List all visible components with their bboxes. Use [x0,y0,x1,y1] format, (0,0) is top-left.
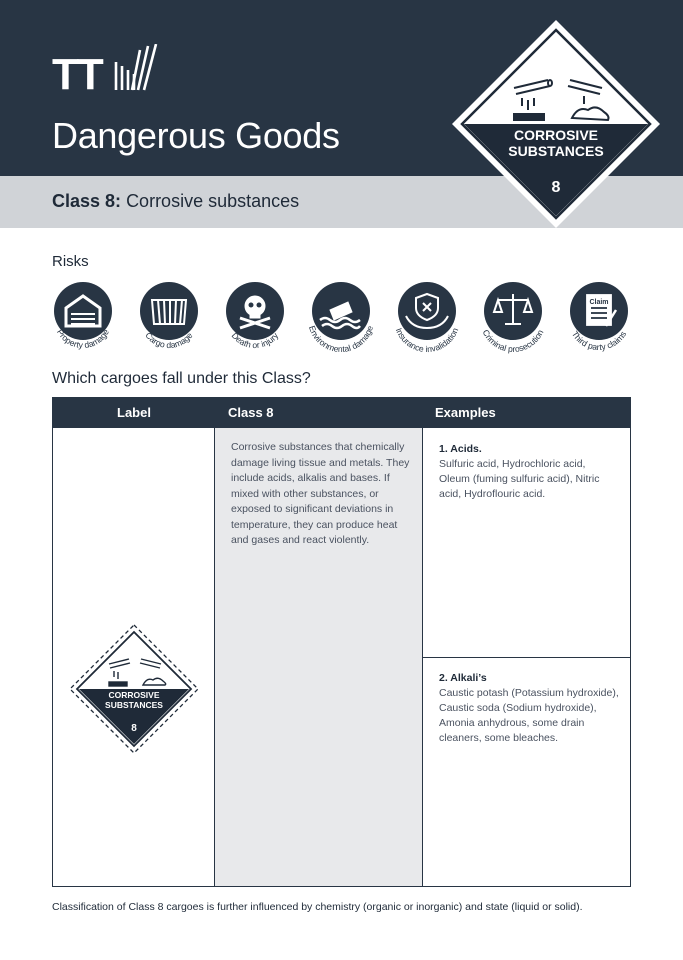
table-header-row [53,398,630,428]
class-subtitle [52,191,299,212]
examples-divider [423,657,630,658]
corrosive-placard-small [69,624,199,754]
svg-text:8: 8 [131,723,137,734]
risks-heading: Risks [52,253,89,270]
tt-logo [52,44,162,94]
svg-text:TT: TT [52,50,102,94]
example-text: Sulfuric acid, Hydrochloric acid, Oleum (fuming sulfuric acid), Nitric acid, Hydroflouric acid. [439,458,600,500]
label-cell [53,428,215,886]
svg-text:SUBSTANCES: SUBSTANCES [105,700,163,710]
cargo-question: Which cargoes fall under this Class? [52,370,311,387]
examples-cell [423,428,630,886]
risk-criminal-prosecution [474,280,552,358]
class-prefix: Class 8: [52,191,122,211]
risk-cargo-damage [130,280,208,358]
svg-text:Property damage: Property damage [54,327,112,351]
risk-third-party-claims [560,280,638,358]
svg-text:Cargo damage: Cargo damage [143,330,195,351]
example-text: Caustic potash (Potassium hydroxide), Caustic soda (Sodium hydroxide), Amonia anhydrous, some drain cleaners, some bleaches. [439,687,619,744]
svg-text:Claim: Claim [589,299,609,306]
svg-text:CORROSIVE: CORROSIVE [108,690,160,700]
page-title: Dangerous Goods [52,115,340,156]
example-title: 1. Acids. [439,443,482,455]
svg-text:8: 8 [551,179,561,196]
svg-text:Environmental damage: Environmental damage [306,324,376,355]
svg-text:Insurance invalidation: Insurance invalidation [393,326,461,355]
example-alkalis [439,671,619,746]
svg-text:CORROSIVE: CORROSIVE [513,127,599,143]
class-description: Corrosive substances that chemically damage living tissue and metals. They include acids, alkalis and bases. If mixed with other substances, or exposed to significant deviations in temperature, they can produce heat and gases and react violently. [231,441,410,546]
svg-text:SUBSTANCES: SUBSTANCES [508,143,604,159]
class-description-cell [215,428,423,886]
header-class: Class 8 [228,405,274,420]
example-acids [439,442,619,502]
svg-text:Third party claims: Third party claims [569,329,629,353]
class-table [52,397,631,887]
corrosive-placard-large [452,20,660,228]
class-name: Corrosive substances [126,191,300,211]
risk-death-or-injury [216,280,294,358]
svg-text:Criminal prosecution: Criminal prosecution [480,327,546,355]
risk-property-damage [44,280,122,358]
classification-footnote: Classification of Class 8 cargoes is further influenced by chemistry (organic or inorganic) and state (liquid or solid). [52,901,583,913]
svg-text:Death or injury: Death or injury [229,330,281,351]
risk-insurance-invalidation [388,280,466,358]
header-examples: Examples [435,405,496,420]
example-title: 2. Alkali’s [439,672,487,684]
risk-environmental-damage [302,280,380,358]
header-label: Label [117,405,151,420]
